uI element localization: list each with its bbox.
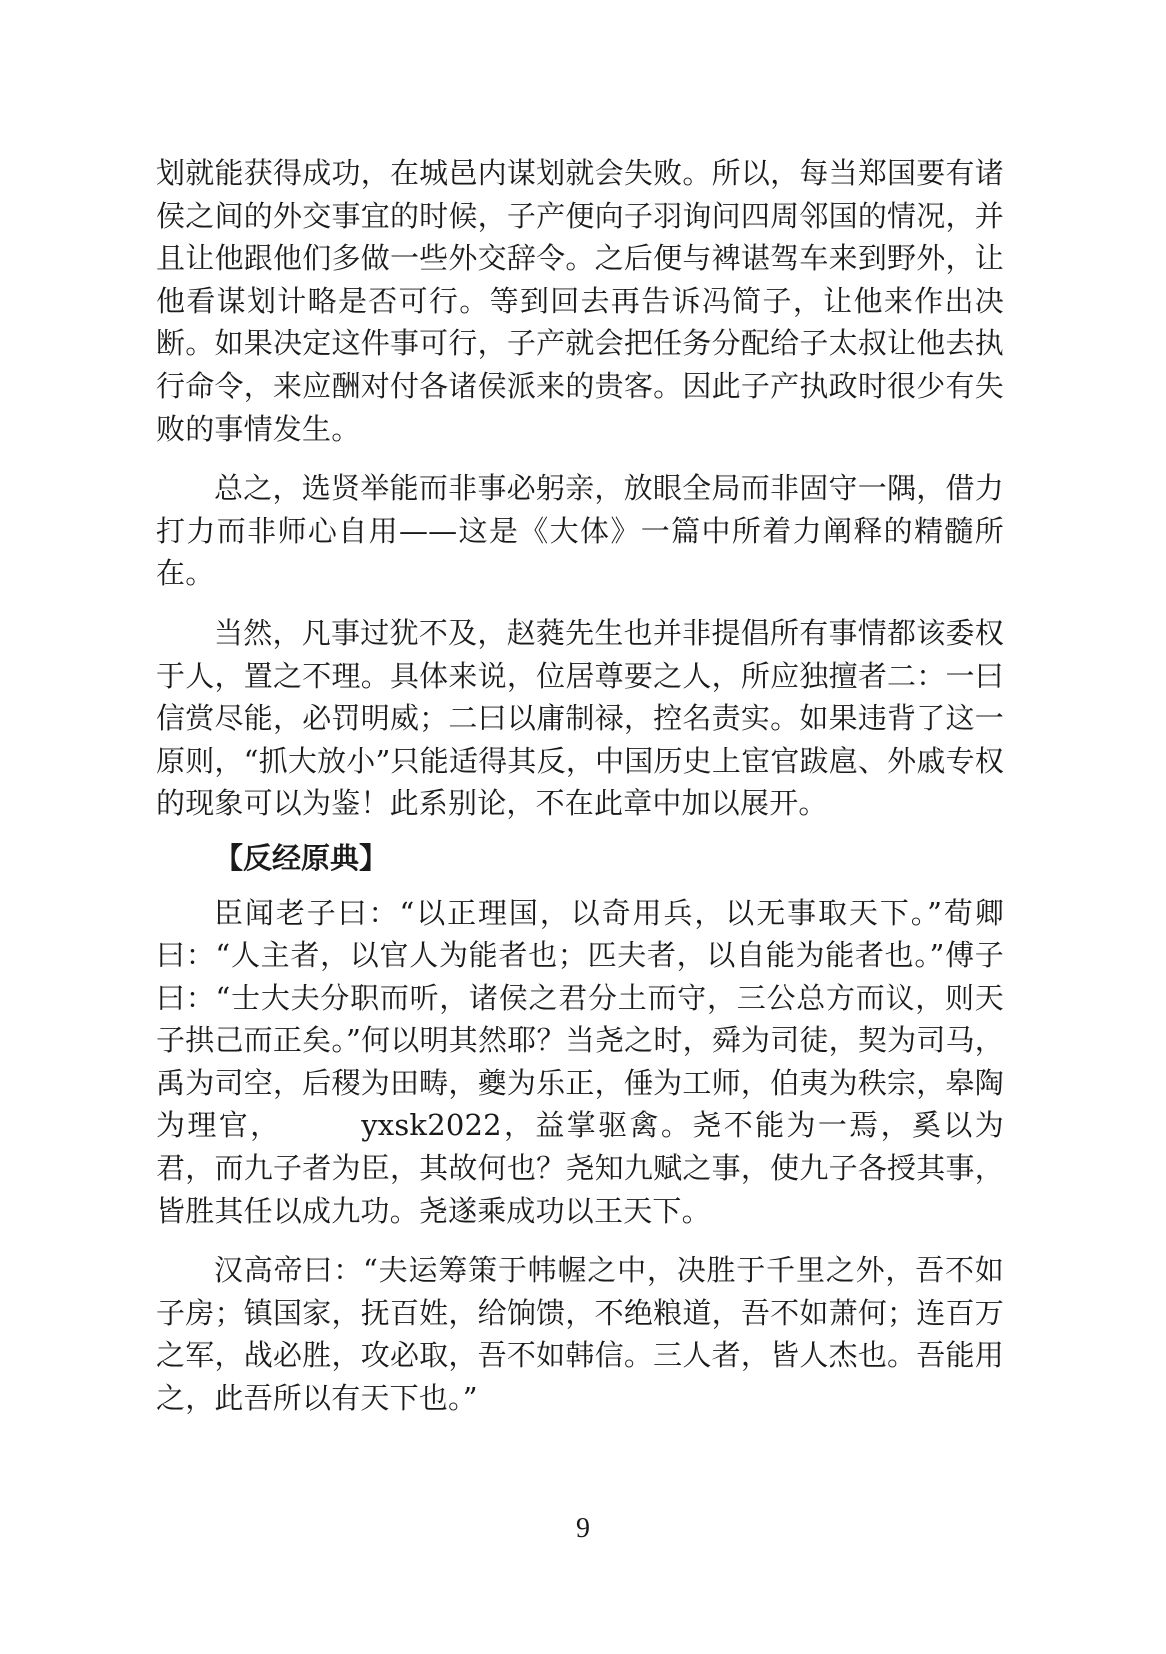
page-number: 9	[576, 1513, 590, 1544]
source-paragraph-1: 臣闻老子曰：“以正理国，以奇用兵，以无事取天下。”荀卿曰：“人主者，以官人为能者也；匹夫者，以自能为能者也。”傅子曰：“士大夫分职而听，诸侯之君分土而守，三公总方而议，则天子拱己而正矣。”何以明其然耶？当尧之时，舜为司徒，契为司马，禹为司空，后稷为田畴，夔为乐正，倕为工师，伯夷为秩宗，皋陶为理官， yxsk2022，益掌驱禽。尧不能为一焉，奚以为君，而九子者为臣，其故何也？尧知九赋之事，使九子各授其事，皆胜其任以成九功。尧遂乘成功以王天下。	[156, 895, 1004, 1228]
body-paragraph-3: 当然，凡事过犹不及，赵蕤先生也并非提倡所有事情都该委权于人，置之不理。具体来说，位居尊要之人，所应独擅者二：一曰信赏尽能，必罚明威；二曰以庸制禄，控名责实。如果违背了这一原则，“抓大放小”只能适得其反，中国历史上宦官跋扈、外戚专权的现象可以为鉴！此系别论，不在此章中加以展开。	[156, 615, 1004, 821]
page-body	[156, 152, 1004, 1420]
source-paragraph-2: 汉高帝曰：“夫运筹策于帏幄之中，决胜于千里之外，吾不如子房；镇国家，抚百姓，给饷馈，不绝粮道，吾不如萧何；连百万之军，战必胜，攻必取，吾不如韩信。三人者，皆人杰也。吾能用之，此吾所以有天下也。”	[156, 1253, 1004, 1416]
body-paragraph-1: 划就能获得成功，在城邑内谋划就会失败。所以，每当郑国要有诸侯之间的外交事宜的时候，子产便向子羽询问四周邻国的情况，并且让他跟他们多做一些外交辞令。之后便与裨谌驾车来到野外，让他看谋划计略是否可行。等到回去再告诉冯简子，让他来作出决断。如果决定这件事可行，子产就会把任务分配给子太叔让他去执行命令，来应酬对付各诸侯派来的贵客。因此子产执政时很少有失败的事情发生。	[156, 156, 1004, 446]
section-heading: 【反经原典】	[214, 840, 389, 875]
body-paragraph-2: 总之，选贤举能而非事必躬亲，放眼全局而非固守一隅，借力打力而非师心自用——这是《大体》一篇中所着力阐释的精髓所在。	[156, 471, 1004, 591]
